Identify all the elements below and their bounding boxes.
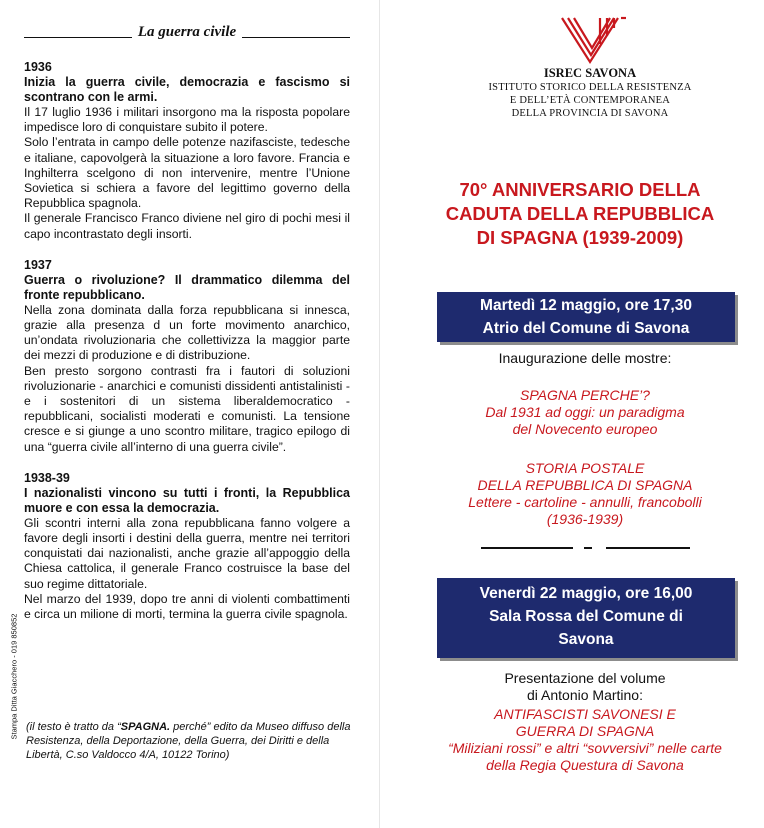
organization-subtitle: E DELL’ETÀ CONTEMPORANEA [509, 95, 671, 106]
exhibition-title: STORIA POSTALE [525, 460, 645, 476]
fold-line [379, 0, 380, 828]
event1-date: Martedì 12 maggio, ore 17,30 [480, 297, 692, 314]
organization-name: ISREC SAVONA [543, 66, 637, 80]
event2-venue: Savona [558, 631, 614, 648]
exhibition-line: DELLA REPUBBLICA DI SPAGNA [477, 477, 693, 493]
isrec-logo-icon [560, 14, 628, 66]
source-note [26, 720, 352, 762]
exhibition-line: del Novecento europeo [512, 421, 658, 437]
section-heading: I nazionalisti vincono su tutti i fronti, la Repubblica muore e con essa la democrazia. [24, 485, 350, 515]
left-header-title: La guerra civile [137, 23, 237, 40]
exhibition-line: (1936-1939) [546, 511, 624, 527]
organization-subtitle: ISTITUTO STORICO DELLA RESISTENZA [488, 82, 692, 93]
divider-dash [481, 547, 573, 549]
section-heading: Inizia la guerra civile, democrazia e fascismo si scontrano con le armi. [24, 75, 350, 104]
section-1937 [24, 258, 350, 455]
section-year: 1937 [24, 257, 52, 272]
left-header [24, 18, 350, 46]
book-block [410, 706, 760, 774]
event1-venue: Atrio del Comune di Savona [482, 320, 690, 337]
section-paragraph: Gli scontri interni alla zona repubblicana fanno volgere a favore degli insorti i destini della guerra, mentre nei territori conquistati dai nazionalisti, anche grazie all’appoggio della Chiesa cattolica, il generale Franco costruisce la base del suo regime dittatoriale. [24, 515, 350, 591]
header-rule-right [242, 37, 350, 38]
book-title: GUERRA DI SPAGNA [515, 723, 655, 739]
event2-intro-line: Presentazione del volume [504, 670, 666, 686]
exhibition-line: Lettere - cartoline - annulli, francobolli [468, 494, 702, 510]
printer-credit: Stampa Ditta Giacchero - 019 850852 [9, 613, 19, 740]
source-note-pre: (il testo è tratto da “ [26, 721, 121, 733]
book-subtitle: della Regia Questura di Savona [486, 757, 684, 773]
organization-block [464, 66, 716, 120]
section-year: 1938-39 [24, 470, 70, 485]
section-heading: Guerra o rivoluzione? Il drammatico dilemma del fronte repubblicano. [24, 272, 350, 302]
event2-intro [410, 670, 760, 704]
book-subtitle: “Miliziani rossi” e altri “sovversivi” nelle carte [448, 740, 722, 756]
section-paragraph: Il 17 luglio 1936 i militari insorgono ma la risposta popolare impedisce loro di conquistare subito il potere. [24, 105, 350, 135]
section-year: 1936 [24, 60, 52, 74]
event2-intro-line: di Antonio Martino: [527, 687, 643, 703]
source-note-title: SPAGNA. [120, 721, 171, 733]
source-note-post: perché” edito da Museo diffuso della Resistenza, della Deportazione, della Guerra, dei Diritti e della Libertà, C.so Valdocco 4/A, 10122 Torino) [26, 721, 351, 761]
section-paragraph: Nel marzo del 1939, dopo tre anni di violenti combattimenti e circa un milione di morti, termina la guerra civile spagnola. [24, 591, 350, 622]
event-title-line: DI SPAGNA (1939-2009) [476, 227, 684, 248]
header-rule-left [24, 37, 132, 38]
exhibition-2 [410, 460, 760, 528]
section-paragraph: Il generale Francisco Franco diviene nel giro di pochi mesi il capo incontrastato degli insorti. [24, 211, 350, 241]
event1-date-box [437, 292, 735, 342]
section-1936 [24, 60, 350, 242]
event-title [410, 178, 750, 250]
section-paragraph: Nella zona dominata dalla forza repubblicana si innesca, grazie alla presenza d un forte movimento anarchico, un’ondata rivoluzionaria che collettivizza la maggior parte dei mezzi di produzione e di distribuzione. [24, 302, 350, 363]
divider-dash [606, 547, 690, 549]
event2-date: Venerdì 22 maggio, ore 16,00 [479, 585, 693, 602]
exhibition-1 [410, 387, 760, 438]
organization-subtitle: DELLA PROVINCIA DI SAVONA [511, 108, 669, 119]
event2-venue: Sala Rossa del Comune di [489, 608, 683, 625]
section-paragraph: Ben presto sorgono contrasti fra i fautori di soluzioni rivoluzionarie - anarchici e comunisti dissidenti antistalinisti - e i sostenitori di un sistema liberaldemocratico - repubblicani, socialisti moderati e comunisti. La tensione cresce e si giunge a uno scontro militare, tragico epilogo di una “guerra civile all’interno di una guerra civile”. [24, 363, 350, 454]
section-1938-39 [24, 471, 350, 622]
section-paragraph: Solo l’entrata in campo delle potenze nazifasciste, tedesche e italiane, capovolgerà la situazione a loro favore. Francia e Inghilterra scelgono di non intervenire, mentre l’Unione Sovietica si schiera a favore del legittimo governo della Repubblica spagnola. [24, 135, 350, 211]
left-panel [24, 18, 350, 622]
exhibition-title: SPAGNA PERCHE’? [520, 387, 650, 403]
event-title-line: 70° ANNIVERSARIO DELLA [459, 179, 701, 200]
exhibition-line: Dal 1931 ad oggi: un paradigma [485, 404, 685, 420]
divider-dash [584, 547, 592, 549]
book-title: ANTIFASCISTI SAVONESI E [494, 706, 676, 722]
event1-intro: Inaugurazione delle mostre: [498, 350, 672, 366]
event2-date-box [437, 578, 735, 658]
event-title-line: CADUTA DELLA REPUBBLICA [445, 203, 715, 224]
